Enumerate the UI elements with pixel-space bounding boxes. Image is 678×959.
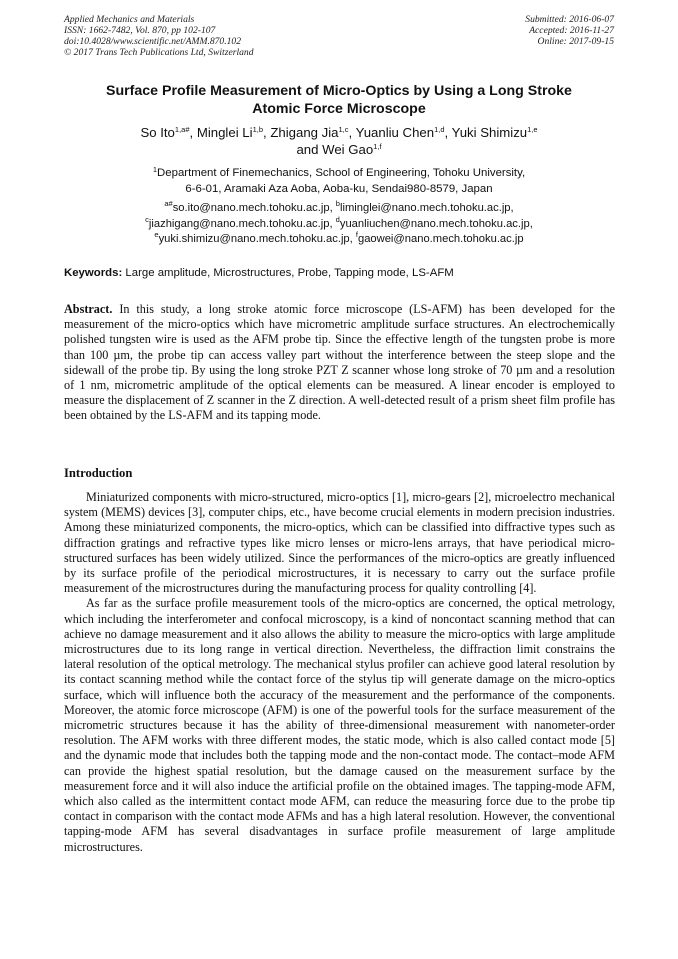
introduction-body [64,490,615,855]
author-separator: , [444,125,452,140]
author-affil-sup: 1,a# [174,125,190,134]
affiliation-line-1 [40,166,638,182]
intro-paragraph-1: Miniaturized components with micro-structured, micro-optics [1], micro-gears [2], microelectro mechanical system (MEMS) devices [3], computer chips, etc., have become crucial elements in modern precision industries. Among these miniaturized components, the micro-optics, which can be classified into diffractive types such as diffraction gratings and refractive types like micro lenses or micro-lens arrays, that have periodical micro-structured surfaces has been widely utilized. Since the performances of the micro-optics are greatly influenced by its surface profile of the periodical microstructures, it is necessary to carry out the surface profile measurement of the microstructures during the manufacturing process for quality controlling [4]. [64,490,615,596]
author-affil-sup: 1,b [252,125,263,134]
author-separator: , [348,125,356,140]
author-name: Wei Gao [322,142,374,157]
author-affil-sup: 1,e [527,125,538,134]
email-line-3: $^e$yuki.shimizu@nano.mech.tohoku.ac.jp, $^f$gaowei@nano.mech.tohoku.ac.jp [154,230,524,245]
email-sup: f [355,230,358,239]
abstract-text: In this study, a long stroke atomic force microscope (LS-AFM) has been developed for the measurement of the micro-optics which have micrometric amplitude surface structures. An electrochemically polished tungsten wire is used as the AFM probe tip. Since the effective length of the tungsten probe is more than 100 µm, the probe tip can access valley part without the interference between the steep slope and the sidewall of the probe tip. By using the long stroke PZT Z scanner whose long stroke of 70 µm and a resolution of 1 nm, micrometric amplitude of the optical elements can be measured. A linear encoder is employed to measure the displacement of Z scanner in the Z direction. A well-detected result of a prism sheet film profile has been obtained by the LS-AFM and its tapping mode. [64,302,615,423]
affiliation-line-2: 6-6-01, Aramaki Aza Aoba, Aoba-ku, Sendai980-8579, Japan [185,182,493,195]
author-list [40,124,638,158]
author-affil-sup: 1,f [373,142,382,151]
paper-title [40,82,638,118]
email-line-1: $^{a\#}$so.ito@nano.mech.tohoku.ac.jp, $^b$liminglei@nano.mech.tohoku.ac.jp, [164,199,514,214]
email-sup: d [335,214,340,224]
author-separator: , [263,125,271,140]
email-sup: b [335,199,340,208]
author-name: So Ito [140,125,175,140]
author-name: Yuanliu Chen [355,125,435,140]
email-address[interactable]: gaowei@nano.mech.tohoku.ac.jp [357,233,524,245]
journal-header-left [64,14,254,58]
affiliation-text: Department of Finemechanics, School of Engineering, Tohoku University, [157,167,526,179]
author-affil-sup: 1,d [434,125,445,134]
email-sup: e [154,230,159,239]
intro-paragraph-2: As far as the surface profile measurement tools of the micro-optics are concerned, the optical metrology, which including the interferometer and confocal microscopy, is a kind of noncontact scanning method that can achieve no damage measurement and it also allows the ability to measure the micro-optics with large amplitude microstructures due to its long range in vertical direction. Nevertheless, the diffraction limit constrains the lateral resolution of the optical metrology. The mechanical stylus profiler can achieve good lateral resolution by its contact scanning method while the contact force of the stylus tip will generate damage on the micro-optics surface, which will influence both the accuracy of the measurement and the performance of the components. Moreover, the atomic force microscope (AFM) is one of the powerful tools for the surface measurement of the micrometric structures because it has the ability of three-dimensional measurement with nanometer-order resolution. The AFM works with three different modes, the static mode, which is also called contact mode [5] and the dynamic mode that includes both the tapping mode and the non-contact mode. The contact–mode AFM can provide the highest spatial resolution, but the damage caused on the measurement surface by the measurement force and it will also induce the artificial profile on the obtained images. The tapping-mode AFM, which also called as the intermittent contact mode AFM, can reduce the measuring force due to the probe tip contact in comparison with the contact mode AFMs and has a high lateral resolution. However, the conventional tapping-mode AFM has several disadvantages in surface profile measurement of large amplitude microstructures. [64,596,615,854]
abstract-label: Abstract. [64,302,113,316]
keywords-label: Keywords: [64,267,123,279]
title-line-2: Atomic Force Microscope [252,101,426,117]
journal-name: Applied Mechanics and Materials [64,14,195,25]
section-heading-introduction: Introduction [64,466,133,480]
author-name: Yuki Shimizu [451,125,528,140]
email-address[interactable]: so.ito@nano.mech.tohoku.ac.jp [172,202,330,214]
email-address[interactable]: yuanliuchen@nano.mech.tohoku.ac.jp [339,217,530,230]
online-date: Online: 2017-09-15 [537,36,614,47]
abstract [64,302,615,424]
keywords-text: Large amplitude, Microstructures, Probe, Tapping mode, LS-AFM [122,267,454,279]
title-line-1: Surface Profile Measurement of Micro-Optics by Using a Long Stroke [106,83,572,99]
author-line-1 [40,124,638,141]
accepted-date: Accepted: 2016-11-27 [529,25,614,36]
journal-doi: doi:10.4028/www.scientific.net/AMM.870.102 [64,36,242,47]
author-name: Zhigang Jia [270,125,339,140]
email-address[interactable]: liminglei@nano.mech.tohoku.ac.jp [339,202,511,214]
email-address[interactable]: jiazhigang@nano.mech.tohoku.ac.jp [148,217,330,230]
author-name: Minglei Li [196,125,253,140]
journal-copyright: © 2017 Trans Tech Publications Ltd, Switzerland [64,47,254,58]
submitted-date: Submitted: 2016-06-07 [525,14,614,25]
journal-header-right [525,14,614,47]
email-sup: c [145,214,149,224]
author-affil-sup: 1,c [338,125,349,134]
email-sup: a# [164,199,173,208]
email-list [40,201,638,248]
author-line-2 [40,141,638,158]
email-line-2: $^c$jiazhigang@nano.mech.tohoku.ac.jp, $^d$yuanliuchen@nano.mech.tohoku.ac.jp, [145,214,533,230]
affiliation-sup: 1 [152,165,158,174]
keywords [64,266,624,281]
affiliation [40,166,638,197]
email-address[interactable]: yuki.shimizu@nano.mech.tohoku.ac.jp [158,233,350,245]
author-and: and [296,142,323,157]
journal-issn: ISSN: 1662-7482, Vol. 870, pp 102-107 [64,25,216,36]
author-separator: , [189,125,197,140]
